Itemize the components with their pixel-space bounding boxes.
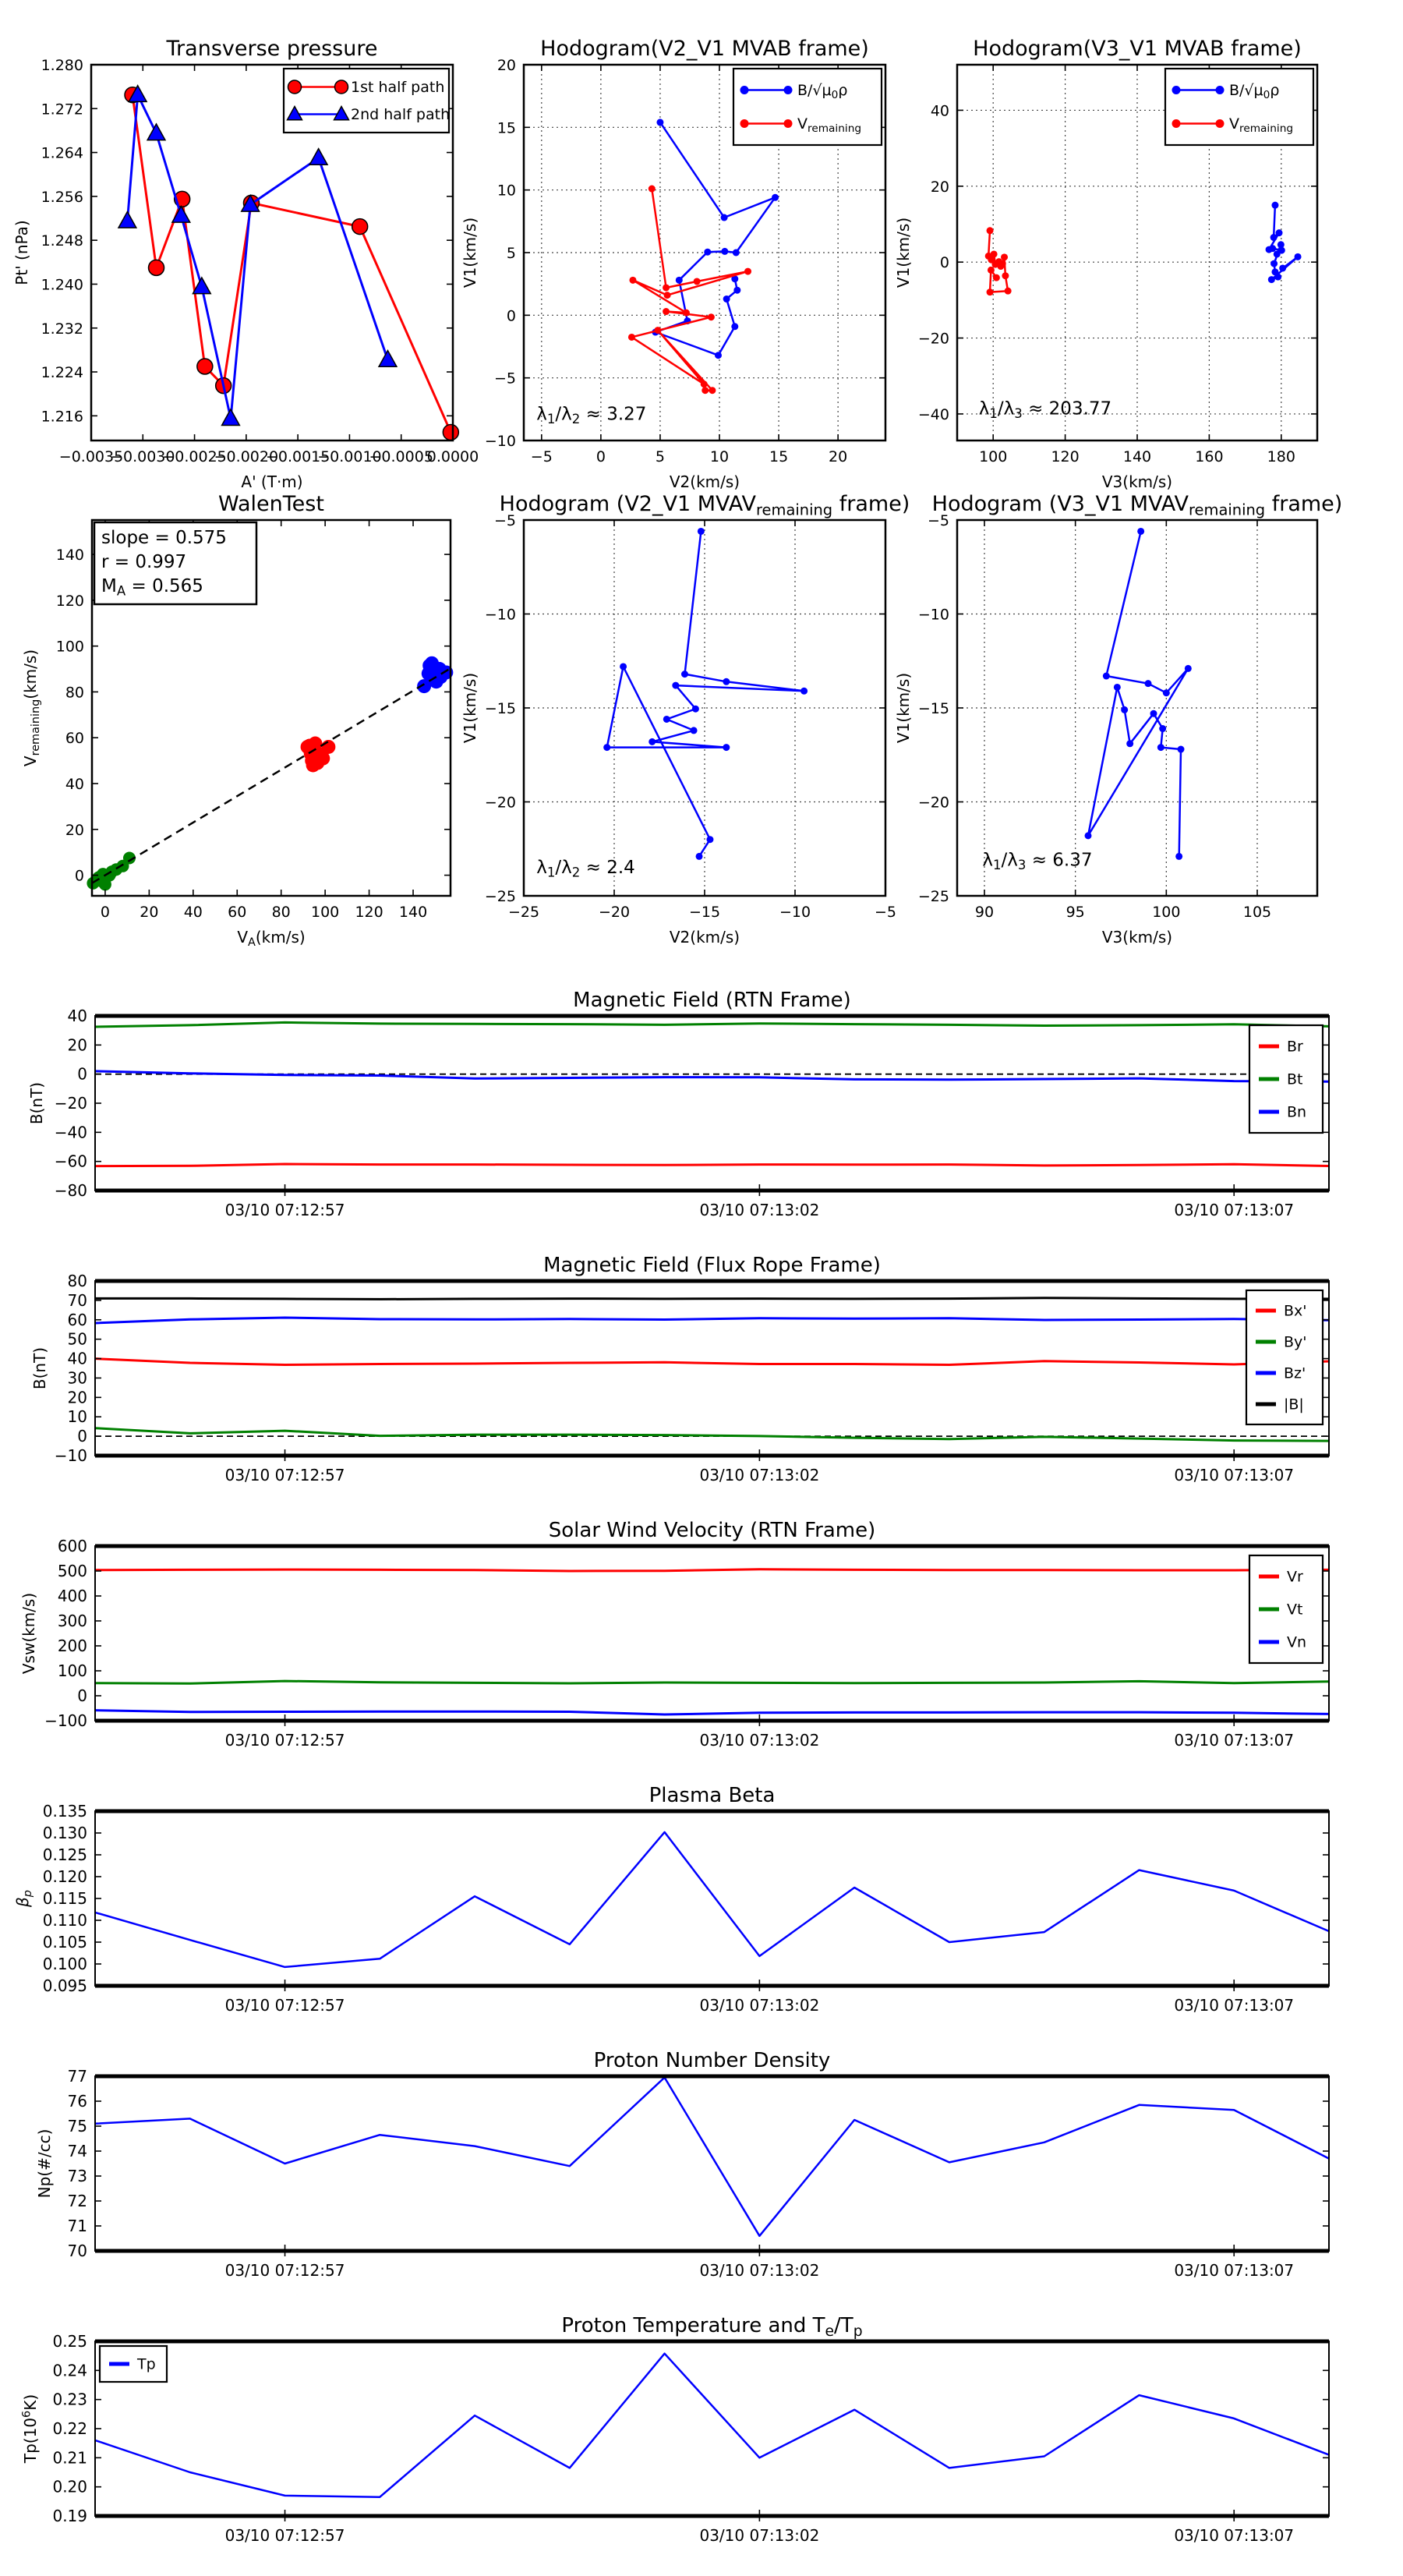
svg-text:80: 80: [271, 904, 291, 921]
svg-text:1.256: 1.256: [41, 188, 83, 206]
svg-text:95: 95: [1066, 904, 1085, 921]
svg-text:Vremaining: $V_{remaining}$: [1229, 115, 1294, 135]
svg-text:0: 0: [77, 1064, 87, 1084]
svg-text:03/10 07:13:02: 03/10 07:13:02: [699, 1466, 820, 1484]
svg-text:B/√μ0ρ: $B/√\mu_0\rho$: [1229, 81, 1280, 101]
svg-text:0.115: 0.115: [42, 1889, 87, 1908]
svg-text:1st half path: 1st half path: [351, 78, 445, 96]
svg-text:Bz': Bz': [1284, 1364, 1306, 1382]
svg-text:V1(km/s): V1(km/s): [461, 217, 479, 288]
svg-text:−0.0005: −0.0005: [369, 448, 433, 465]
svg-text:Hodogram(V2_V1 MVAB frame): Hodogram(V2_V1 MVAB frame): [540, 37, 869, 61]
svg-text:100: 100: [55, 638, 84, 656]
svg-text:0.20: 0.20: [52, 2477, 87, 2496]
svg-text:40: 40: [67, 1007, 87, 1025]
svg-text:40: 40: [67, 1349, 87, 1368]
svg-text:100: 100: [311, 904, 340, 921]
svg-text:1.240: 1.240: [41, 276, 83, 294]
svg-text:80: 80: [67, 1272, 87, 1290]
svg-text:5: 5: [506, 245, 516, 262]
svg-text:V2(km/s): V2(km/s): [669, 928, 740, 947]
svg-text:100: 100: [57, 1661, 87, 1680]
svg-text:V1(km/s): V1(km/s): [461, 672, 479, 744]
svg-text:V1(km/s): V1(km/s): [894, 672, 913, 744]
svg-text:03/10 07:13:02: 03/10 07:13:02: [699, 2526, 820, 2545]
svg-text:−60: −60: [54, 1152, 87, 1171]
svg-text:−20: −20: [917, 330, 949, 348]
svg-text:0: 0: [74, 867, 84, 885]
svg-text:Bt: Bt: [1287, 1070, 1303, 1088]
svg-text:λ1/λ3 ≈ 203.77: $\lambda_1/\lambda_3 \approx 203.77$: [978, 398, 1112, 421]
svg-text:Bx': Bx': [1284, 1302, 1307, 1320]
svg-text:−15: −15: [688, 904, 721, 921]
svg-text:60: 60: [228, 904, 247, 921]
svg-text:βp: $\beta_p$: [13, 1890, 34, 1907]
svg-text:300: 300: [57, 1612, 87, 1630]
svg-text:1.232: 1.232: [41, 320, 83, 338]
svg-text:−0.0035: −0.0035: [58, 448, 124, 465]
svg-text:0.120: 0.120: [42, 1867, 87, 1886]
svg-text:Hodogram (V3_V1 MVAVremaining: Hodogram (V3_V1 $MVAV_{remaining}$ frame): [931, 492, 1343, 519]
svg-text:03/10 07:13:02: 03/10 07:13:02: [699, 1201, 820, 1219]
svg-text:5: 5: [655, 448, 665, 465]
svg-text:03/10 07:13:02: 03/10 07:13:02: [699, 1731, 820, 1750]
svg-text:0.100: 0.100: [42, 1955, 87, 1973]
svg-text:Vr: Vr: [1287, 1568, 1303, 1586]
svg-text:−20: −20: [917, 794, 949, 812]
svg-text:Magnetic Field (RTN Frame): Magnetic Field (RTN Frame): [573, 989, 851, 1012]
svg-text:−80: −80: [54, 1181, 87, 1200]
svg-text:−10: −10: [917, 606, 949, 624]
svg-text:−10: −10: [779, 904, 811, 921]
svg-text:V1(km/s): V1(km/s): [894, 217, 913, 288]
svg-text:−10: −10: [484, 433, 516, 450]
svg-text:10: 10: [709, 448, 730, 465]
svg-text:20: 20: [67, 1388, 87, 1407]
svg-text:Proton Number Density: Proton Number Density: [593, 2049, 831, 2072]
svg-text:77: 77: [67, 2067, 87, 2086]
svg-text:1.248: 1.248: [41, 232, 83, 250]
svg-text:140: 140: [1122, 448, 1152, 465]
svg-text:03/10 07:13:07: 03/10 07:13:07: [1174, 1731, 1295, 1750]
svg-text:180: 180: [1267, 448, 1295, 465]
svg-text:−5: −5: [927, 512, 949, 529]
svg-text:76: 76: [67, 2092, 87, 2111]
svg-text:15: 15: [497, 119, 516, 137]
svg-text:λ1/λ2 ≈ 2.4: $\lambda_1/\lambda_2 \approx 2.4$: [536, 858, 635, 880]
svg-text:1.272: 1.272: [41, 101, 83, 119]
svg-text:03/10 07:12:57: 03/10 07:12:57: [224, 1466, 345, 1484]
svg-text:74: 74: [67, 2142, 87, 2160]
svg-text:15: 15: [769, 448, 789, 465]
svg-text:Hodogram (V2_V1 MVAVremaining: Hodogram (V2_V1 $MVAV_{remaining}$ frame): [499, 492, 910, 519]
svg-text:Tp: Tp: [137, 2355, 156, 2373]
svg-text:100: 100: [1152, 904, 1181, 921]
svg-text:400: 400: [57, 1587, 87, 1605]
svg-text:−10: −10: [484, 606, 516, 624]
svg-text:−25: −25: [917, 888, 949, 905]
svg-text:03/10 07:12:57: 03/10 07:12:57: [224, 1996, 345, 2015]
svg-text:20: 20: [930, 178, 949, 196]
svg-text:20: 20: [497, 57, 516, 74]
svg-text:140: 140: [398, 904, 428, 921]
svg-text:0: 0: [77, 1427, 87, 1446]
svg-text:0.22: 0.22: [52, 2419, 87, 2438]
svg-text:03/10 07:13:07: 03/10 07:13:07: [1174, 1201, 1295, 1219]
svg-text:60: 60: [67, 1310, 87, 1329]
svg-text:0: 0: [595, 448, 606, 465]
svg-text:B(nT): B(nT): [27, 1081, 46, 1125]
svg-text:Pt' (nPa): Pt' (nPa): [12, 220, 31, 285]
svg-text:75: 75: [67, 2117, 87, 2135]
svg-text:1.264: 1.264: [41, 144, 83, 162]
svg-text:|B|: |B|: [1284, 1396, 1304, 1414]
svg-text:2nd half path: 2nd half path: [351, 105, 451, 123]
svg-text:200: 200: [57, 1637, 87, 1655]
svg-text:500: 500: [57, 1562, 87, 1580]
svg-text:600: 600: [57, 1537, 87, 1555]
svg-text:Magnetic Field (Flux Rope Fram: Magnetic Field (Flux Rope Frame): [543, 1254, 881, 1277]
svg-text:03/10 07:13:07: 03/10 07:13:07: [1174, 1996, 1295, 2015]
svg-text:0.110: 0.110: [42, 1911, 87, 1930]
svg-text:Vn: Vn: [1287, 1633, 1307, 1651]
svg-text:0: 0: [506, 307, 516, 325]
svg-text:0.24: 0.24: [52, 2361, 87, 2380]
svg-text:120: 120: [55, 592, 84, 610]
svg-text:100: 100: [979, 448, 1008, 465]
svg-text:−20: −20: [54, 1094, 87, 1113]
svg-text:λ1/λ2 ≈ 3.27: $\lambda_1/\lambda_2 \approx 3.27$: [536, 404, 647, 427]
svg-text:0.105: 0.105: [42, 1933, 87, 1951]
svg-text:V3(km/s): V3(km/s): [1101, 472, 1173, 491]
svg-text:10: 10: [497, 182, 516, 200]
svg-text:0: 0: [100, 904, 110, 921]
svg-text:B(nT): B(nT): [30, 1346, 49, 1390]
svg-text:−20: −20: [484, 794, 516, 812]
svg-text:160: 160: [1195, 448, 1224, 465]
svg-text:−15: −15: [484, 700, 516, 717]
svg-text:71: 71: [67, 2217, 87, 2235]
svg-text:Hodogram(V3_V1 MVAB frame): Hodogram(V3_V1 MVAB frame): [973, 37, 1302, 61]
svg-text:20: 20: [67, 1035, 87, 1055]
svg-text:73: 73: [67, 2167, 87, 2185]
svg-text:Bn: Bn: [1287, 1103, 1307, 1121]
svg-text:−0.0030: −0.0030: [111, 448, 175, 465]
svg-text:−0.0010: −0.0010: [317, 448, 382, 465]
svg-text:1.280: 1.280: [41, 57, 83, 74]
svg-text:slope = 0.575: slope = 0.575: [101, 528, 227, 548]
svg-text:1.224: 1.224: [41, 364, 83, 382]
svg-text:−0.0020: −0.0020: [214, 448, 279, 465]
svg-text:−10: −10: [54, 1446, 87, 1465]
svg-text:03/10 07:13:07: 03/10 07:13:07: [1174, 1466, 1295, 1484]
svg-text:20: 20: [829, 448, 848, 465]
svg-text:90: 90: [974, 904, 995, 921]
svg-text:−5: −5: [493, 370, 516, 387]
svg-text:−5: −5: [530, 448, 553, 465]
svg-text:−20: −20: [598, 904, 631, 921]
svg-text:03/10 07:13:07: 03/10 07:13:07: [1174, 2526, 1295, 2545]
svg-text:0.0000: 0.0000: [426, 448, 479, 465]
svg-text:Transverse pressure: Transverse pressure: [166, 37, 378, 61]
svg-text:Vremaining: $V_{remaining}$: [797, 115, 862, 135]
svg-text:λ1/λ3 ≈ 6.37: $\lambda_1/\lambda_3 \approx 6.37$: [982, 850, 1093, 873]
svg-text:−40: −40: [54, 1123, 87, 1142]
svg-text:B/√μ0ρ: $B/√\mu_0\rho$: [797, 81, 848, 101]
svg-text:−5: −5: [493, 512, 516, 529]
svg-text:0.095: 0.095: [42, 1976, 87, 1995]
svg-text:0.125: 0.125: [42, 1845, 87, 1864]
svg-text:−15: −15: [917, 700, 949, 717]
svg-text:−0.0025: −0.0025: [162, 448, 227, 465]
svg-text:−0.0015: −0.0015: [265, 448, 330, 465]
svg-text:−40: −40: [917, 405, 949, 423]
svg-text:A' (T·m): A' (T·m): [241, 472, 303, 491]
svg-text:0.21: 0.21: [52, 2448, 87, 2468]
svg-text:0.25: 0.25: [52, 2332, 87, 2351]
svg-text:Proton Temperature and Te/Tp: Proton Temperature and $T_e/T_p$: [561, 2314, 863, 2341]
svg-text:V2(km/s): V2(km/s): [669, 472, 740, 491]
svg-text:40: 40: [65, 775, 84, 793]
svg-text:03/10 07:13:02: 03/10 07:13:02: [699, 1996, 820, 2015]
svg-text:Tp(106K): $Tp(10^6K)$: [20, 2394, 40, 2464]
svg-text:Plasma Beta: Plasma Beta: [648, 1784, 776, 1807]
svg-text:WalenTest: WalenTest: [218, 492, 324, 516]
svg-text:Np(#/cc): Np(#/cc): [35, 2128, 54, 2199]
svg-text:72: 72: [67, 2192, 87, 2210]
svg-text:30: 30: [67, 1368, 87, 1388]
svg-text:03/10 07:12:57: 03/10 07:12:57: [224, 1201, 345, 1219]
svg-text:40: 40: [183, 904, 203, 921]
svg-text:MA = 0.565: $M_A = 0.565$: [101, 576, 203, 599]
svg-text:70: 70: [67, 2242, 87, 2260]
svg-text:−25: −25: [484, 888, 516, 905]
svg-text:r = 0.997: r = 0.997: [101, 552, 187, 572]
svg-text:Br: Br: [1287, 1038, 1303, 1056]
svg-text:Vt: Vt: [1287, 1601, 1303, 1619]
svg-text:−25: −25: [507, 904, 540, 921]
svg-text:0.19: 0.19: [52, 2507, 87, 2525]
svg-text:−5: −5: [874, 904, 897, 921]
svg-text:20: 20: [65, 821, 84, 839]
svg-text:03/10 07:12:57: 03/10 07:12:57: [224, 2526, 345, 2545]
svg-text:03/10 07:12:57: 03/10 07:12:57: [224, 1731, 345, 1750]
svg-text:0: 0: [939, 254, 949, 272]
svg-text:50: 50: [67, 1329, 87, 1349]
svg-text:0: 0: [77, 1686, 87, 1705]
svg-text:V3(km/s): V3(km/s): [1101, 928, 1173, 947]
svg-text:03/10 07:13:07: 03/10 07:13:07: [1174, 2261, 1295, 2280]
svg-text:By': By': [1284, 1333, 1307, 1351]
svg-text:80: 80: [65, 684, 84, 702]
svg-text:40: 40: [930, 102, 949, 120]
svg-text:0.23: 0.23: [52, 2390, 87, 2409]
svg-text:Solar Wind Velocity (RTN Frame: Solar Wind Velocity (RTN Frame): [548, 1519, 876, 1542]
svg-text:Vsw(km/s): Vsw(km/s): [19, 1592, 38, 1675]
svg-text:120: 120: [355, 904, 383, 921]
svg-text:60: 60: [65, 730, 84, 748]
svg-text:Vremaining(km/s): $V_{remaining}(km/s)$: [21, 649, 42, 767]
svg-text:1.216: 1.216: [41, 408, 83, 426]
svg-text:140: 140: [55, 547, 84, 564]
svg-text:20: 20: [140, 904, 159, 921]
svg-text:03/10 07:13:02: 03/10 07:13:02: [699, 2261, 820, 2280]
svg-text:120: 120: [1051, 448, 1080, 465]
svg-text:10: 10: [67, 1407, 87, 1427]
svg-text:03/10 07:12:57: 03/10 07:12:57: [224, 2261, 345, 2280]
svg-text:VA(km/s): $V_A(km/s)$: [237, 928, 306, 949]
svg-text:0.130: 0.130: [42, 1824, 87, 1842]
svg-text:70: 70: [67, 1290, 87, 1310]
svg-text:105: 105: [1242, 904, 1272, 921]
svg-text:−100: −100: [44, 1711, 87, 1730]
svg-text:0.135: 0.135: [42, 1802, 87, 1821]
